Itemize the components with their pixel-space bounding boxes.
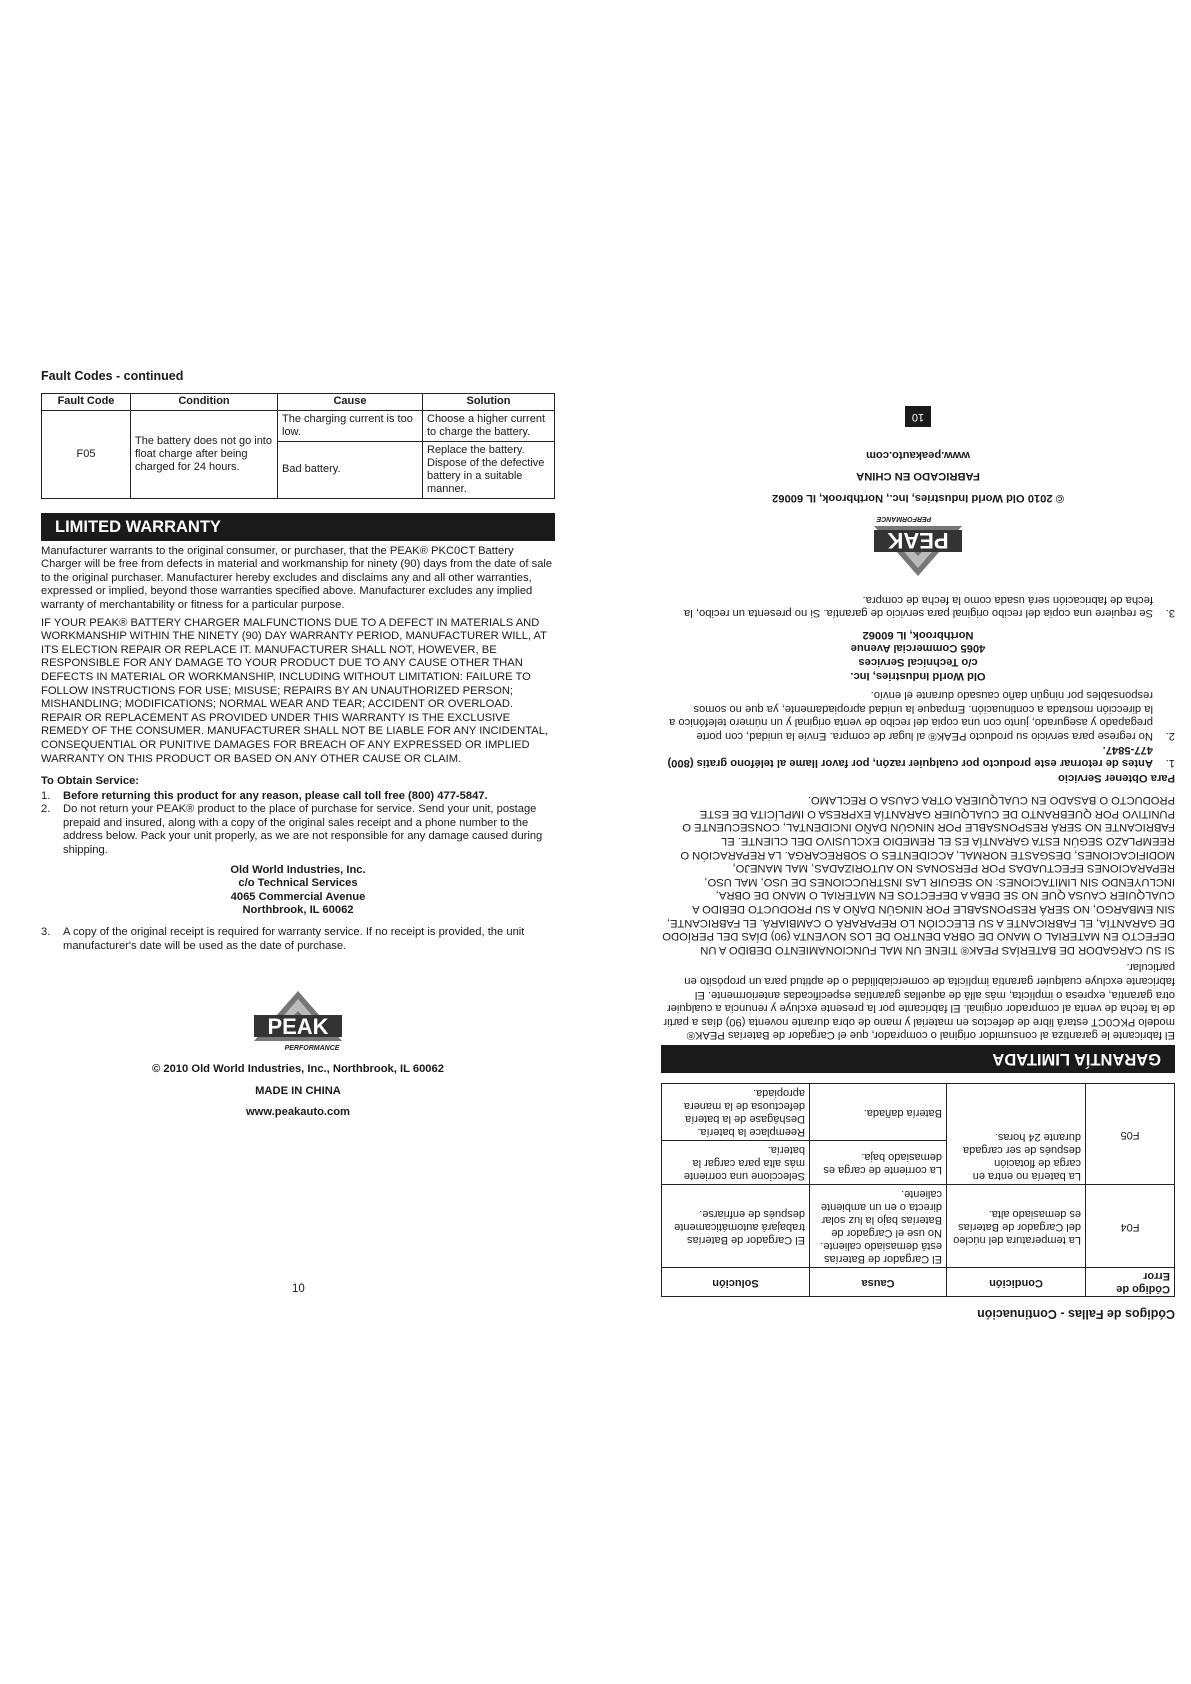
list-item xyxy=(41,926,555,953)
spanish-page xyxy=(661,406,1175,1320)
logo-text: PEAK xyxy=(267,1014,329,1040)
solution-cell: Choose a higher current to charge the battery. xyxy=(423,410,555,441)
fault-codes-title: Códigos de Fallas - Continuación xyxy=(977,1307,1175,1321)
fault-codes-title: Fault Codes - continued xyxy=(41,369,184,383)
logo-text: PEAK xyxy=(887,528,949,553)
list-text: Antes de retornar este producto por cualquier razón, por favor llame al teléfono gratis (800) 477-5847. xyxy=(667,743,1153,770)
table-row xyxy=(662,1185,1175,1268)
warranty-caps-paragraph: IF YOUR PEAK® BATTERY CHARGER MALFUNCTIONS DUE TO A DEFECT IN MATERIALS AND WORKMANSHIP WITHIN THE NINETY (90) DAY WARRANTY PERIOD, MANUFACTURER WILL, AT ITS ELECTION REPAIR OR REPLACE IT. MANUFACTURER SHALL NOT, HOWEVER, BE RESPONSIBLE FOR ANY DAMAGE TO YOUR PRODUCT DUE TO ANY CAUSE OTHER THAN DEFECTS IN MATERIAL OR WORKMANSHIP, INCLUDING WITHOUT LIMITATION: FAILURE TO FOLLOW INSTRUCTIONS FOR USE; MISUSE; REPAIRS BY AN UNAUTHORIZED PERSON; MISHANDLING; MODIFICATIONS; NORMAL WEAR AND TEAR; ACCIDENT OR OVERLOAD. REPAIR OR REPLACEMENT AS PROVIDED UNDER THIS WARRANTY IS THE EXCLUSIVE REMEDY OF THE CONSUMER. MANUFACTURER SHALL NOT BE LIABLE FOR ANY INCIDENTAL, CONSEQUENTIAL OR PUNITIVE DAMAGES FOR BREACH OF ANY EXPRESSED OR IMPLIED WARRANTY ON THIS PRODUCT OR BASED ON ANY OTHER CAUSE OR CLAIM. xyxy=(41,616,549,765)
condition-cell: The battery does not go into float charge after being charged for 24 hours. xyxy=(131,410,278,498)
cause-cell: The charging current is too low. xyxy=(278,410,423,441)
made-in: MADE IN CHINA xyxy=(255,1084,341,1097)
table-row xyxy=(662,1141,1175,1185)
header-fault-code: Código de Error xyxy=(1086,1268,1175,1297)
list-item xyxy=(41,803,555,857)
list-number: 2. xyxy=(1165,729,1175,742)
address-line: 4065 Commercial Avenue xyxy=(850,642,986,655)
service-heading: Para Obtener Servicio xyxy=(1058,771,1175,784)
address-line: 4065 Commercial Avenue xyxy=(230,890,366,903)
solution-cell: El Cargador de Baterías trabajará automáticamente después de enfriarse. xyxy=(662,1185,810,1268)
copyright: © 2010 Old World Industries, Inc., Northbrook, IL 60062 xyxy=(772,492,1064,504)
english-page xyxy=(41,370,555,1120)
copyright: © 2010 Old World Industries, Inc., Northbrook, IL 60062 xyxy=(152,1063,444,1076)
list-number: 1. xyxy=(41,789,51,802)
condition-cell: La batería no entra en carga de flotación después de ser cargada durante 24 horas. xyxy=(947,1084,1086,1185)
list-text: A copy of the original receipt is required for warranty service. If no receipt is provided, the unit manufacturer's date will be used as the date of purchase. xyxy=(63,926,525,952)
address-line: Northbrook, IL 60062 xyxy=(242,904,354,917)
solution-cell: Seleccione una corriente más alta para cargar la batería. xyxy=(662,1141,810,1185)
made-in: FABRICADO EN CHINA xyxy=(856,470,980,483)
logo-subtext: PERFORMANCE xyxy=(284,1045,340,1053)
header-solution: Solution xyxy=(423,393,555,410)
fault-code-table xyxy=(41,393,555,499)
website: www.peakauto.com xyxy=(245,1106,351,1119)
table-row xyxy=(42,410,555,441)
table-header-row xyxy=(662,1268,1175,1297)
service-list xyxy=(661,688,1175,770)
garantia-limitada-banner: GARANTÍA LIMITADA xyxy=(661,1045,1175,1073)
warranty-paragraph: El fabricante le garantiza al consumidor original o comprador, que el Cargador de Baterías PEAK® modelo PKC0CT estará libre de defectos en material y mano de obra durante noventa (90) días a partir de la fecha de venta al comprador original. El fabricante por la presente excluye y renuncia a cualquier otra garantía, expresa o implícita, más allá de aquellas garantías especificadas anteriormente. El fabricante excluye cualquier garantía implícita de comerciabilidad o de aptitud para un propósito en particular. xyxy=(663,961,1175,1042)
header-condition: Condition xyxy=(131,393,278,410)
condition-cell: La temperatura del núcleo del Cargador de Baterías es demasiado alta. xyxy=(947,1185,1086,1268)
fault-code-table xyxy=(661,1083,1175,1297)
list-text: Se requiere una copia del recibo original para servicio de garantía. Si no presenta un recibo, la fecha de fabricación será usada como la fecha de compra. xyxy=(684,593,1153,620)
service-list xyxy=(661,592,1175,619)
header-cause: Causa xyxy=(810,1268,947,1297)
header-cause: Cause xyxy=(278,393,423,410)
cause-cell: La corriente de carga es demasiado baja. xyxy=(810,1141,947,1185)
logo-subtext: PERFORMANCE xyxy=(876,515,932,522)
table-header-row xyxy=(42,393,555,410)
peak-logo xyxy=(252,989,344,1055)
list-item xyxy=(661,592,1175,619)
list-number: 1. xyxy=(1165,757,1175,770)
fault-code-cell: F05 xyxy=(1086,1084,1175,1185)
address-block xyxy=(41,864,555,918)
address-line: c/o Technical Services xyxy=(238,877,358,890)
service-list xyxy=(41,926,555,953)
limited-warranty-banner: LIMITED WARRANTY xyxy=(41,513,555,541)
service-heading: To Obtain Service: xyxy=(41,775,140,788)
footer xyxy=(41,1063,555,1120)
cause-cell: El Cargador de Baterías está demasiado caliente. No use el Cargador de Baterías bajo la luz solar directa o en un ambiente caliente. xyxy=(810,1185,947,1268)
list-item xyxy=(661,688,1175,742)
peak-logo xyxy=(872,512,964,578)
fault-code-cell: F05 xyxy=(42,410,131,498)
header-condition: Condición xyxy=(947,1268,1086,1297)
address-line: Old World Industries, Inc. xyxy=(850,669,986,682)
page-number: 10 xyxy=(905,406,931,428)
address-line: c/o Technical Services xyxy=(858,655,978,668)
page-number-box-wrap xyxy=(661,406,1175,428)
list-text: Before returning this product for any reason, please call toll free (800) 477-5847. xyxy=(63,789,488,802)
fault-code-cell: F04 xyxy=(1086,1185,1175,1268)
footer xyxy=(661,447,1175,504)
address-block xyxy=(661,627,1175,681)
list-number: 3. xyxy=(1165,607,1175,620)
list-text: No regrese para servicio su producto PEAK® al lugar de compra. Envíe la unidad, con porte pregapado y asegurado, junto con una copia del recibo de venta original y un número telefónico a la dirección mostrada a continuación. Empaque la unidad apropiadamente, ya que no somos responsables por ningún daño causado durante el envío. xyxy=(669,689,1153,742)
page-number: 10 xyxy=(292,1283,305,1295)
header-fault-code: Fault Code xyxy=(42,393,131,410)
address-line: Northbrook, IL 60062 xyxy=(862,628,974,641)
warranty-paragraph: Manufacturer warrants to the original consumer, or purchaser, that the PEAK® PKC0CT Battery Charger will be free from defects in material and workmanship for ninety (90) days from the date of sale to the original purchaser. Manufacturer hereby excludes and disclaims any and all other warranties, expressed or implied, beyond those warranties specified above. Manufacturer excludes any implied warranty of merchantability or fitness for a particular purpose. xyxy=(41,544,553,611)
address-line: Old World Industries, Inc. xyxy=(230,863,366,876)
warranty-caps-paragraph: SI SU CARGADOR DE BATERÍAS PEAK® TIENE UN MAL FUNCIONAMIENTO DEBIDO A UN DEFECTO EN MATERIAL O MANO DE OBRA DENTRO DE LOS NOVENTA (90) DÍAS DEL PERÍODO DE GARANTÍA, EL FABRICANTE A SU ELECCIÓN LO REPARARÁ O CAMBIARÁ. EL FABRICANTE, SIN EMBARGO, NO SERÁ RESPONSABLE POR NINGÚN DAÑO A SU PRODUCTO DEBIDO A CUALQUIER CAUSA QUE NO SE DEBA A DEFECTOS EN MATERIAL O MANO DE OBRA, INCLUYENDO SIN LIMITACIONES: NO SEGUIR LAS INSTRUCCIONES DE USO, MAL USO, REPARACIONES EFECTUADAS POR PERSONAS NO AUTORIZADAS, MAL MANEJO, MODIFICACIONES, DESGASTE NORMAL, ACCIDENTES O SOBRECARGA. LA REPARACIÓN O REEMPLAZO SEGÚN ESTA GARANTÍA ES EL REMEDIO EXCLUSIVO DEL CLIENTE. EL FABRICANTE NO SERÁ RESPONSABLE POR NINGÚN DAÑO INCIDENTAL, CONSECUENTE O PUNITIVO POR QUEBRANTO DE CUALQUIER GARANTÍA EXPRESA O IMPLÍCITA DE ESTE PRODUCTO O BASADO EN CUALQUIERA OTRA CAUSA O RECLAMO. xyxy=(662,794,1175,956)
website: www.peakauto.com xyxy=(865,448,971,461)
solution-cell: Replace the battery. Dispose of the defective battery in a suitable manner. xyxy=(423,441,555,498)
list-number: 2. xyxy=(41,803,51,816)
list-item xyxy=(661,742,1175,769)
list-number: 3. xyxy=(41,926,51,939)
cause-cell: Bad battery. xyxy=(278,441,423,498)
header-solution: Solución xyxy=(662,1268,810,1297)
list-text: Do not return your PEAK® product to the place of purchase for service. Send your unit, postage prepaid and insured, along with a copy of the original sales receipt and a phone number to the address below. Pack your unit properly, as we are not responsible for any damage caused during shipping. xyxy=(63,803,543,857)
list-item xyxy=(41,790,555,804)
service-list xyxy=(41,790,555,858)
cause-cell: Batería dañada. xyxy=(810,1084,947,1141)
solution-cell: Reemplace la batería. Deshágase de la batería defectuosa de la manera apropiada. xyxy=(662,1084,810,1141)
